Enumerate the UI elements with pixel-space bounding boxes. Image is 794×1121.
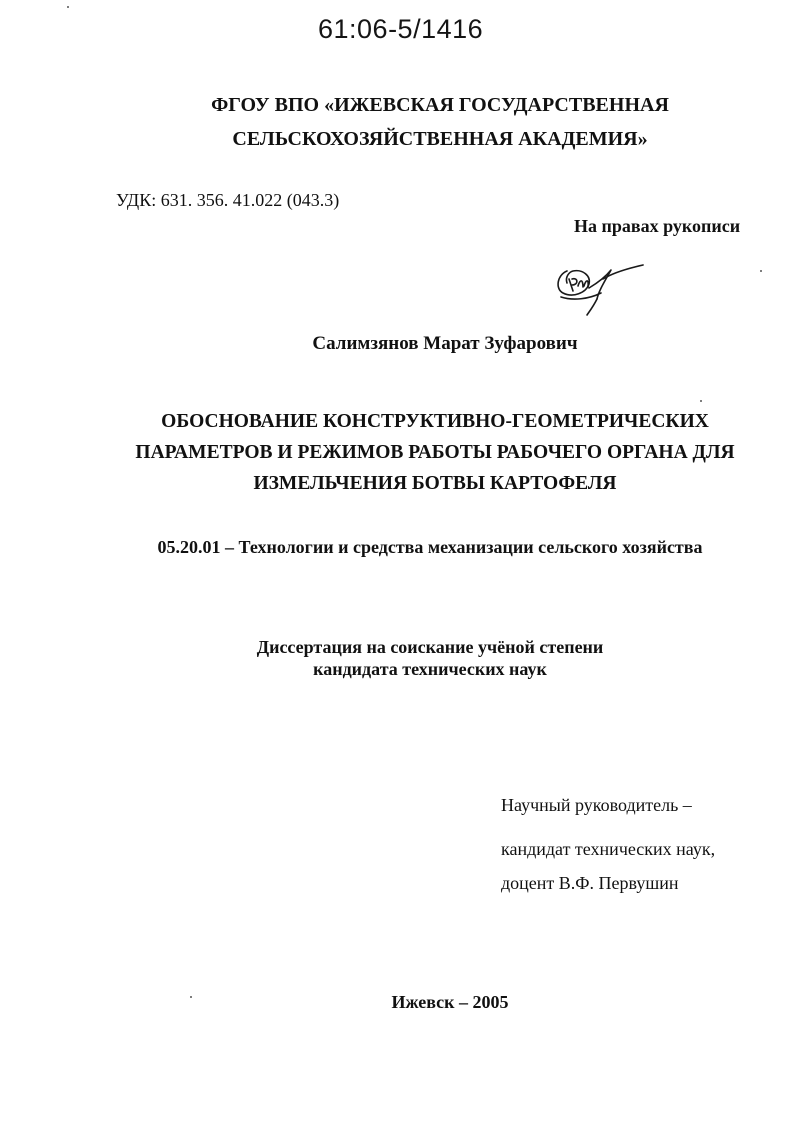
- degree-line-2: кандидата технических наук: [313, 659, 547, 679]
- scan-speck: [190, 996, 192, 998]
- supervisor-line-1: Научный руководитель –: [501, 795, 692, 815]
- supervisor-line-2: кандидат технических наук,: [501, 839, 716, 859]
- rights-notice: На правах рукописи: [574, 216, 741, 236]
- scan-speck: [700, 400, 702, 402]
- city-year: Ижевск – 2005: [391, 992, 509, 1012]
- title-line-3: ИЗМЕЛЬЧЕНИЯ БОТВЫ КАРТОФЕЛЯ: [253, 473, 617, 494]
- archive-number: 61:06-5/1416: [318, 14, 484, 44]
- scan-speck: [67, 6, 69, 8]
- dissertation-title: [110, 406, 760, 499]
- institution-line-2: СЕЛЬСКОХОЗЯЙСТВЕННАЯ АКАДЕМИЯ»: [232, 128, 648, 150]
- degree-statement: [150, 636, 710, 680]
- institution-line-1: ФГОУ ВПО «ИЖЕВСКАЯ ГОСУДАРСТВЕННАЯ: [211, 94, 669, 116]
- degree-line-1: Диссертация на соискание учёной степени: [256, 637, 604, 657]
- specialty-code: 05.20.01 – Технологии и средства механизации сельского хозяйства: [157, 537, 703, 557]
- institution-name: [140, 88, 740, 156]
- signature-icon: [553, 257, 648, 317]
- udk-code: УДК: 631. 356. 41.022 (043.3): [116, 190, 340, 210]
- supervisor-line-3: доцент В.Ф. Первушин: [501, 873, 679, 893]
- author-name: Салимзянов Марат Зуфарович: [312, 333, 578, 354]
- title-line-2: ПАРАМЕТРОВ И РЕЖИМОВ РАБОТЫ РАБОЧЕГО ОРГАНА ДЛЯ: [135, 442, 735, 463]
- scan-speck: [760, 270, 762, 272]
- title-line-1: ОБОСНОВАНИЕ КОНСТРУКТИВНО-ГЕОМЕТРИЧЕСКИХ: [161, 411, 709, 432]
